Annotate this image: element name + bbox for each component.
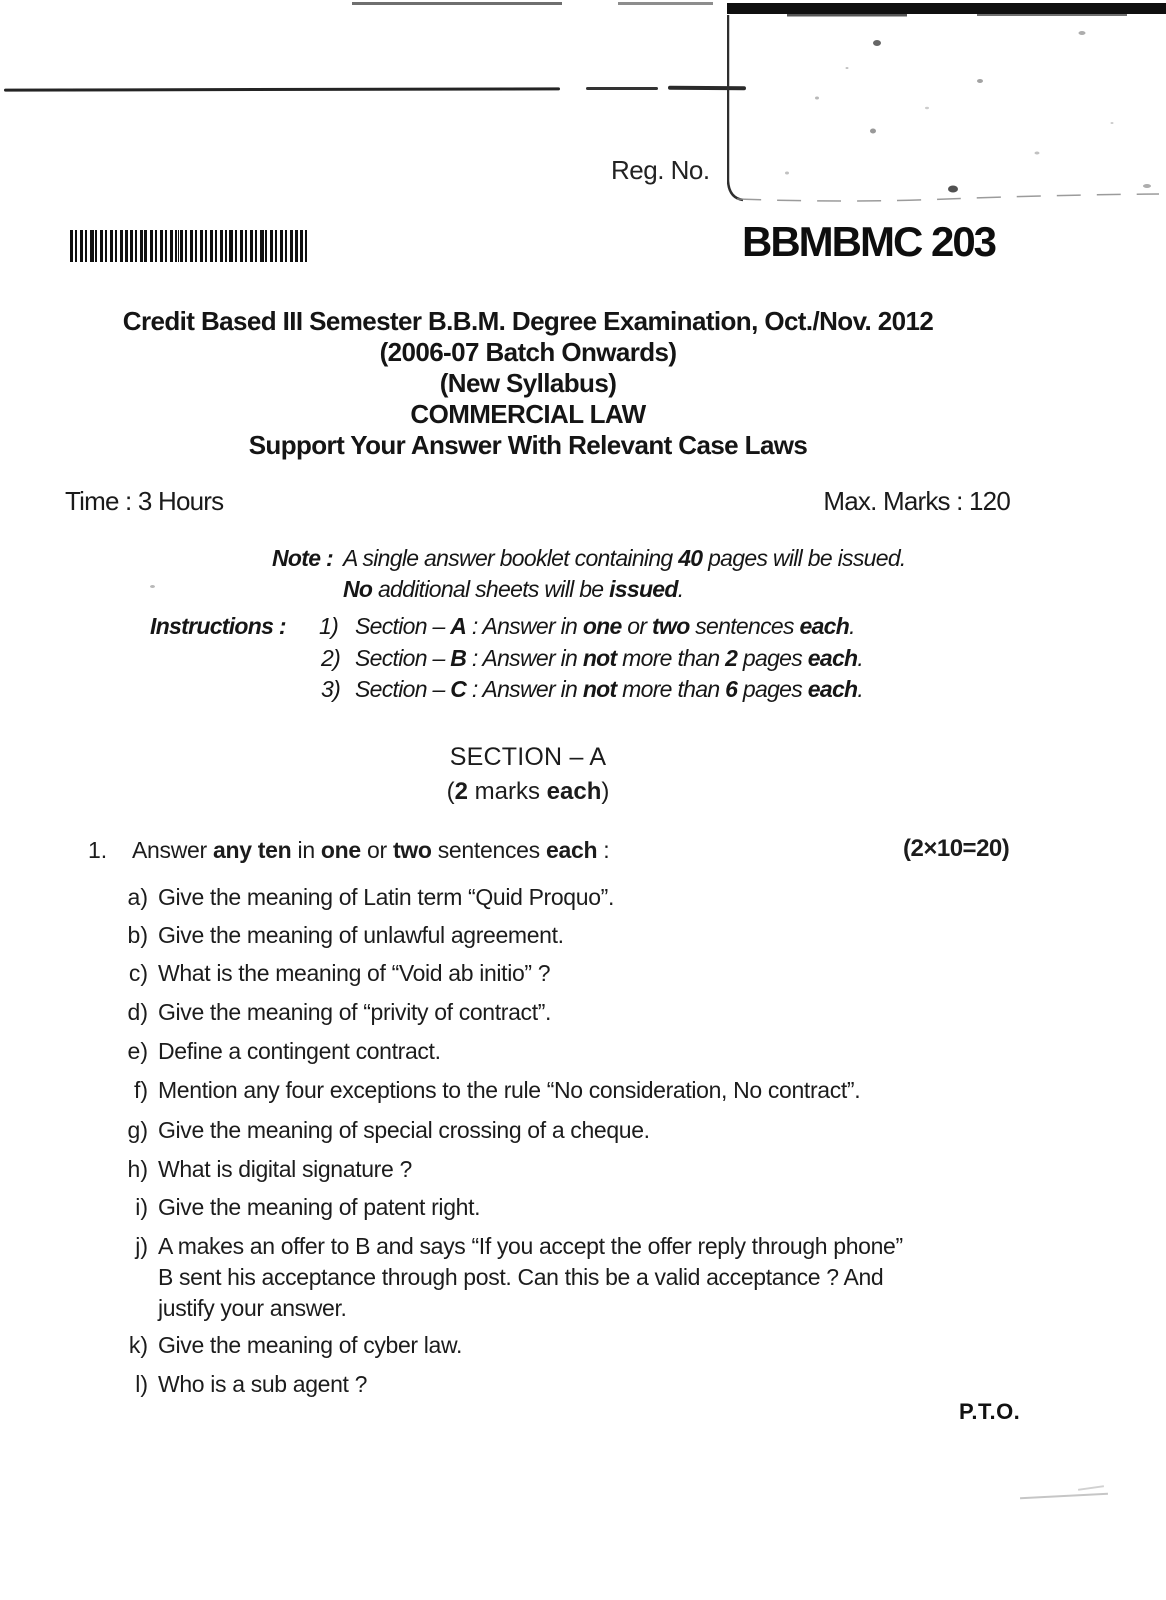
barcode [70, 230, 308, 262]
item-letter: c) [128, 960, 148, 986]
reg-no-label: Reg. No. [611, 155, 710, 185]
item-text: Define a contingent contract. [158, 1038, 441, 1064]
item-letter: f) [133, 1077, 148, 1103]
item-text: What is digital signature ? [158, 1156, 412, 1182]
scan-artifact-line [4, 87, 560, 91]
item-text: Give the meaning of special crossing of a cheque. [158, 1117, 650, 1143]
exam-title-line: Credit Based III Semester B.B.M. Degree Examination, Oct./Nov. 2012 [122, 306, 934, 336]
subject-line: COMMERCIAL LAW [410, 399, 646, 429]
item-letter: l) [135, 1371, 148, 1397]
instructions-label: Instructions : [150, 613, 286, 639]
note-label: Note : [272, 545, 333, 571]
note-line-1: A single answer booklet containing 40 pages will be issued. [343, 545, 906, 571]
section-a-marks-note: (2 marks each) [446, 778, 610, 805]
item-letter: k) [128, 1332, 148, 1358]
answer-note-line: Support Your Answer With Relevant Case Laws [248, 430, 808, 460]
item-letter: h) [127, 1156, 148, 1182]
instruction-3-text: Section – C : Answer in not more than 6 pages each. [355, 676, 864, 702]
instruction-2-number: 2) [321, 645, 341, 671]
instruction-1-text: Section – A : Answer in one or two sentences each. [355, 613, 855, 639]
item-letter: g) [127, 1117, 148, 1143]
meta-row [65, 486, 1010, 517]
instruction-1-number: 1) [319, 613, 339, 639]
syllabus-line: (New Syllabus) [439, 368, 617, 398]
time-allowed: Time : 3 Hours [65, 486, 224, 516]
max-marks: Max. Marks : 120 [823, 486, 1010, 516]
question-1-marks: (2×10=20) [903, 835, 1010, 862]
batch-line: (2006-07 Batch Onwards) [379, 337, 677, 367]
item-text: Mention any four exceptions to the rule “No consideration, No contract”. [158, 1077, 861, 1103]
scan-artifact-line [618, 2, 713, 5]
item-text: Give the meaning of patent right. [158, 1194, 481, 1220]
item-letter: j) [135, 1233, 148, 1259]
scan-noise [727, 3, 1166, 203]
item-text: Give the meaning of unlawful agreement. [158, 922, 564, 948]
scan-artifact-line [1078, 1485, 1104, 1491]
question-1-prompt: Answer any ten in one or two sentences each : [132, 837, 610, 863]
item-letter: b) [127, 922, 148, 948]
note-line-2: No additional sheets will be issued. [343, 576, 684, 602]
item-letter: e) [127, 1038, 148, 1064]
item-text-line-3: justify your answer. [158, 1295, 347, 1321]
item-text: Give the meaning of “privity of contract”. [158, 999, 552, 1025]
item-letter: i) [135, 1194, 148, 1220]
paper-code: BBMBMC 203 [742, 218, 996, 265]
item-text: Who is a sub agent ? [158, 1371, 368, 1397]
reg-no-box [727, 3, 1166, 203]
scan-artifact-line [586, 87, 658, 90]
item-text-line-1: A makes an offer to B and says “If you accept the offer reply through phone” [158, 1233, 903, 1259]
instruction-2-text: Section – B : Answer in not more than 2 pages each. [355, 645, 864, 671]
item-text-line-2: B sent his acceptance through post. Can this be a valid acceptance ? And [158, 1264, 884, 1290]
item-letter: a) [127, 884, 148, 910]
section-a-heading: SECTION – A [449, 743, 607, 771]
item-letter: d) [127, 999, 148, 1025]
title-block [0, 306, 1056, 461]
instruction-3-number: 3) [321, 676, 341, 702]
scan-artifact-line [352, 2, 562, 5]
pto-label: P.T.O. [959, 1399, 1021, 1424]
scan-artifact-dot [150, 585, 155, 588]
question-1-number: 1. [88, 837, 108, 863]
item-text: What is the meaning of “Void ab initio” ? [158, 960, 551, 986]
item-text: Give the meaning of cyber law. [158, 1332, 462, 1358]
scan-artifact-line [1020, 1493, 1108, 1500]
item-text: Give the meaning of Latin term “Quid Proquo”. [158, 884, 614, 910]
